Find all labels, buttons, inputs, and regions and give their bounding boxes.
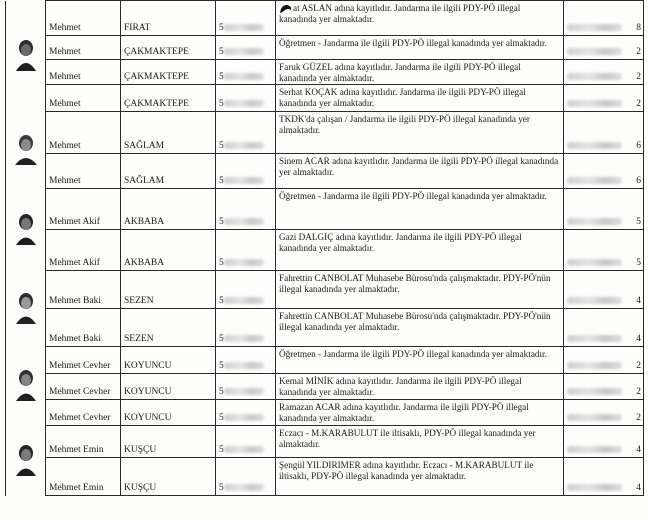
- phone-cell: [216, 347, 276, 374]
- redacted-phone: [224, 335, 264, 342]
- phone-lead: 5: [219, 387, 224, 397]
- table-row: [6, 154, 644, 189]
- phone-lead: 5: [219, 141, 224, 151]
- phone-lead: 5: [219, 176, 224, 186]
- number-tail: 5: [636, 217, 641, 227]
- phone-lead: 5: [219, 217, 224, 227]
- description-text: Sinem ACAR adına kayıtlıdır. Jandarma ile ilgili PDY-PÖ illegal kanadında yer almaktadır.: [279, 156, 559, 177]
- redacted-phone: [224, 388, 264, 395]
- redacted-phone: [224, 48, 264, 55]
- table-row: [6, 1, 644, 36]
- first-name: Mehmet: [46, 36, 121, 60]
- first-name: Mehmet Emin: [46, 458, 121, 496]
- last-name: KUŞÇU: [121, 426, 216, 458]
- phone-cell: [216, 154, 276, 189]
- redacted-number: [567, 414, 622, 421]
- description-cell: [276, 230, 564, 271]
- photo-cell: [6, 112, 46, 189]
- description-text: Öğretmen - Jandarma ile ilgili PDY-PÖ illegal kanadında yer almaktadır.: [279, 349, 547, 359]
- first-name: Mehmet Akif: [46, 230, 121, 271]
- description-cell: [276, 112, 564, 154]
- number-cell: [564, 230, 644, 271]
- description-cell: [276, 347, 564, 374]
- last-name: ÇAKMAKTEPE: [121, 85, 216, 112]
- table-row: [6, 271, 644, 309]
- description-cell: [276, 458, 564, 496]
- redacted-number: [567, 484, 622, 491]
- redacted-phone: [224, 259, 264, 266]
- redacted-number: [567, 297, 622, 304]
- last-name: FIRAT: [121, 1, 216, 36]
- description-text: Kemal MİNİK adına kayıtlıdır. Jandarma ile ilgili PDY-PÖ illegal kanadında yer almaktadır.: [279, 376, 522, 397]
- number-cell: [564, 309, 644, 347]
- first-name: Mehmet Baki: [46, 271, 121, 309]
- first-name: Mehmet Akif: [46, 189, 121, 230]
- table-row: [6, 85, 644, 112]
- redacted-phone: [224, 24, 264, 31]
- number-cell: [564, 374, 644, 400]
- number-cell: [564, 1, 644, 36]
- redacted-phone: [224, 484, 264, 491]
- phone-cell: [216, 271, 276, 309]
- description-cell: [276, 189, 564, 230]
- number-cell: [564, 400, 644, 426]
- table-row: [6, 230, 644, 271]
- number-tail: 6: [636, 176, 641, 186]
- phone-cell: [216, 60, 276, 85]
- redacted-phone: [224, 100, 264, 107]
- redacted-phone: [224, 142, 264, 149]
- number-cell: [564, 347, 644, 374]
- first-name: Mehmet: [46, 112, 121, 154]
- phone-cell: [216, 458, 276, 496]
- redacted-number: [567, 142, 622, 149]
- person-photo-icon: [14, 367, 38, 401]
- phone-cell: [216, 374, 276, 400]
- table-row: [6, 426, 644, 458]
- photo-cell: [6, 347, 46, 426]
- phone-lead: 5: [219, 47, 224, 57]
- photo-cell: [6, 426, 46, 496]
- description-text: TKDK'da çalışan / Jandarma ile ilgili PDY-PÖ illegal kanadında yer almaktadır.: [279, 114, 530, 135]
- person-photo-icon: [14, 442, 38, 476]
- phone-cell: [216, 85, 276, 112]
- number-tail: 2: [636, 47, 641, 57]
- last-name: SEZEN: [121, 309, 216, 347]
- phone-cell: [216, 189, 276, 230]
- redacted-number: [567, 24, 622, 31]
- last-name: SEZEN: [121, 271, 216, 309]
- first-name: Mehmet: [46, 60, 121, 85]
- first-name: Mehmet Cevher: [46, 347, 121, 374]
- phone-cell: [216, 230, 276, 271]
- description-text: Öğretmen - Jandarma ile ilgili PDY-PÖ illegal kanadında yer almaktadır.: [279, 38, 547, 48]
- redacted-phone: [224, 73, 264, 80]
- first-name: Mehmet: [46, 85, 121, 112]
- first-name: Mehmet: [46, 1, 121, 36]
- description-cell: [276, 271, 564, 309]
- last-name: SAĞLAM: [121, 112, 216, 154]
- description-text: Serhat KOÇAK adına kayıtlıdır. Jandarma ile ilgili PDY-PÖ illegal kanadında yer almaktadır.: [279, 87, 526, 108]
- last-name: ÇAKMAKTEPE: [121, 60, 216, 85]
- last-name: KOYUNCU: [121, 400, 216, 426]
- description-text: Ramazan ACAR adına kayıtlıdır. Jandarma ile ilgili PDY-PÖ illegal kanadında yer almaktadır.: [279, 402, 529, 423]
- first-name: Mehmet Cevher: [46, 374, 121, 400]
- redacted-phone: [224, 297, 264, 304]
- description-cell: [276, 154, 564, 189]
- number-cell: [564, 271, 644, 309]
- number-cell: [564, 458, 644, 496]
- phone-lead: 5: [219, 258, 224, 268]
- last-name: SAĞLAM: [121, 154, 216, 189]
- table-row: [6, 400, 644, 426]
- phone-lead: 5: [219, 99, 224, 109]
- number-cell: [564, 85, 644, 112]
- number-cell: [564, 36, 644, 60]
- number-tail: 2: [636, 387, 641, 397]
- phone-cell: [216, 1, 276, 36]
- number-tail: 4: [636, 296, 641, 306]
- redacted-phone: [224, 446, 264, 453]
- photo-cell: [6, 271, 46, 347]
- phone-lead: 5: [219, 23, 224, 33]
- first-name: Mehmet Emin: [46, 426, 121, 458]
- description-cell: [276, 36, 564, 60]
- last-name: KOYUNCU: [121, 347, 216, 374]
- number-tail: 6: [636, 141, 641, 151]
- number-cell: [564, 60, 644, 85]
- photo-cell: [6, 1, 46, 112]
- description-text: Eczacı - M.KARABULUT ile iltisaklı, PDY-PÖ illegal kanadında yer almaktadır.: [279, 428, 536, 449]
- description-cell: [276, 60, 564, 85]
- redacted-number: [567, 259, 622, 266]
- number-tail: 5: [636, 258, 641, 268]
- redacted-number: [567, 446, 622, 453]
- phone-lead: 5: [219, 483, 224, 493]
- phone-cell: [216, 112, 276, 154]
- number-cell: [564, 189, 644, 230]
- ink-blot-icon: [279, 4, 293, 14]
- last-name: AKBABA: [121, 230, 216, 271]
- person-photo-icon: [14, 37, 38, 71]
- number-tail: 4: [636, 483, 641, 493]
- redacted-number: [567, 100, 622, 107]
- number-tail: 4: [636, 334, 641, 344]
- table-row: [6, 347, 644, 374]
- redacted-number: [567, 73, 622, 80]
- phone-lead: 5: [219, 413, 224, 423]
- description-cell: [276, 400, 564, 426]
- first-name: Mehmet: [46, 154, 121, 189]
- last-name: ÇAKMAKTEPE: [121, 36, 216, 60]
- description-text: Öğretmen - Jandarma ile ilgili PDY-PÖ illegal kanadında yer almaktadır.: [279, 191, 547, 201]
- person-photo-icon: [14, 211, 38, 245]
- phone-lead: 5: [219, 296, 224, 306]
- number-tail: 2: [636, 99, 641, 109]
- number-cell: [564, 112, 644, 154]
- redacted-number: [567, 388, 622, 395]
- phone-lead: 5: [219, 334, 224, 344]
- description-cell: [276, 309, 564, 347]
- phone-cell: [216, 36, 276, 60]
- redacted-number: [567, 177, 622, 184]
- description-text: Fahrettin CANBOLAT Muhasebe Bürosu'nda çalışmaktadır. PDY-PÖ'nün illegal kanadında yer almaktadır.: [279, 273, 551, 294]
- redacted-phone: [224, 414, 264, 421]
- phone-lead: 5: [219, 445, 224, 455]
- redacted-phone: [224, 218, 264, 225]
- phone-cell: [216, 309, 276, 347]
- table-row: [6, 112, 644, 154]
- last-name: KOYUNCU: [121, 374, 216, 400]
- last-name: AKBABA: [121, 189, 216, 230]
- number-tail: 2: [636, 72, 641, 82]
- phone-lead: 5: [219, 72, 224, 82]
- number-tail: 2: [636, 413, 641, 423]
- person-photo-icon: [14, 131, 38, 165]
- phone-cell: [216, 426, 276, 458]
- description-text: Gazi DALGIÇ adına kayıtlıdır. Jandarma ile ilgili PDY-PÖ illegal kanadında yer almaktadır.: [279, 232, 522, 253]
- number-cell: [564, 426, 644, 458]
- redacted-phone: [224, 362, 264, 369]
- redacted-number: [567, 335, 622, 342]
- number-tail: 8: [636, 23, 641, 33]
- phone-lead: 5: [219, 361, 224, 371]
- photo-cell: [6, 189, 46, 271]
- table-row: [6, 374, 644, 400]
- table-row: [6, 36, 644, 60]
- first-name: Mehmet Baki: [46, 309, 121, 347]
- last-name: KUŞÇU: [121, 458, 216, 496]
- redacted-number: [567, 362, 622, 369]
- table-row: [6, 60, 644, 85]
- table-row: [6, 189, 644, 230]
- first-name: Mehmet Cevher: [46, 400, 121, 426]
- description-text: Şengül YILDIRIMER adına kayıtlıdır. Eczacı - M.KARABULUT ile iltisaklı, PDY-PÖ illegal kanadında yer almaktadır.: [279, 460, 534, 481]
- number-tail: 2: [636, 361, 641, 371]
- table-row: [6, 458, 644, 496]
- description-cell: [276, 1, 564, 36]
- personnel-table: [5, 0, 644, 496]
- phone-cell: [216, 400, 276, 426]
- description-cell: [276, 426, 564, 458]
- person-photo-icon: [14, 290, 38, 324]
- description-text: Faruk GÜZEL adına kayıtlıdır. Jandarma ile ilgili PDY-PÖ illegal kanadında yer almaktadır.: [279, 62, 521, 83]
- redacted-phone: [224, 177, 264, 184]
- number-cell: [564, 154, 644, 189]
- description-cell: [276, 85, 564, 112]
- redacted-number: [567, 218, 622, 225]
- redacted-number: [567, 48, 622, 55]
- description-text: Fahrettin CANBOLAT Muhasebe Bürosu'nda çalışmaktadır. PDY-PÖ'nün illegal kanadında yer almaktadır.: [279, 311, 551, 332]
- number-tail: 4: [636, 445, 641, 455]
- description-text: at ASLAN adına kayıtlıdır. Jandarma ile ilgili PDY-PÖ illegal kanadında yer almaktadır.: [279, 3, 521, 24]
- table-row: [6, 309, 644, 347]
- description-cell: [276, 374, 564, 400]
